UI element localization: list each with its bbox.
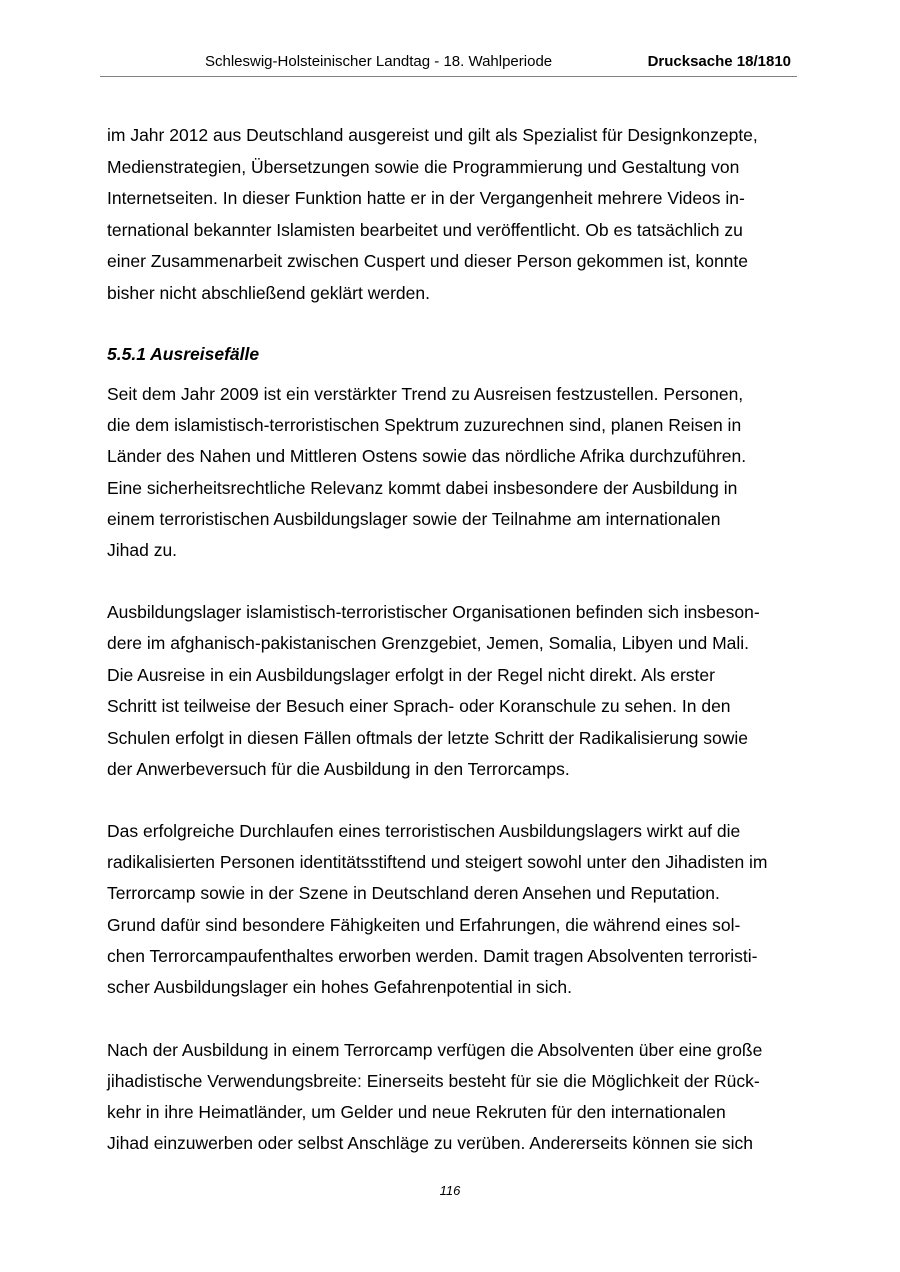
text-line: Terrorcamp sowie in der Szene in Deutschland deren Ansehen und Reputation.: [107, 883, 720, 903]
text-line: dere im afghanisch-pakistanischen Grenzgebiet, Jemen, Somalia, Libyen und Mali.: [107, 633, 750, 653]
text-line: Nach der Ausbildung in einem Terrorcamp verfügen die Absolventen über eine große: [107, 1040, 763, 1060]
section-heading: 5.5.1 Ausreisefälle: [107, 344, 260, 364]
text-line: bisher nicht abschließend geklärt werden.: [107, 283, 430, 303]
text-line: Die Ausreise in ein Ausbildungslager erfolgt in der Regel nicht direkt. Als erster: [107, 665, 715, 685]
text-line: einem terroristischen Ausbildungslager sowie der Teilnahme am internationalen: [107, 509, 721, 529]
text-line: im Jahr 2012 aus Deutschland ausgereist und gilt als Spezialist für Designkonzepte,: [107, 125, 758, 145]
page-number: 116: [439, 1183, 461, 1198]
text-line: Medienstrategien, Übersetzungen sowie die Programmierung und Gestaltung von: [107, 157, 740, 177]
text-line: Seit dem Jahr 2009 ist ein verstärkter Trend zu Ausreisen festzustellen. Personen,: [107, 384, 744, 404]
text-line: jihadistische Verwendungsbreite: Einerseits besteht für sie die Möglichkeit der Rück-: [107, 1071, 760, 1091]
text-line: radikalisierten Personen identitätsstiftend und steigert sowohl unter den Jihadisten im: [107, 852, 768, 872]
text-line: chen Terrorcampaufenthaltes erworben werden. Damit tragen Absolventen terroristi-: [107, 946, 758, 966]
text-line: Ausbildungslager islamistisch-terroristischer Organisationen befinden sich insbeson-: [107, 602, 760, 622]
text-line: die dem islamistisch-terroristischen Spektrum zuzurechnen sind, planen Reisen in: [107, 415, 742, 435]
text-line: Internetseiten. In dieser Funktion hatte er in der Vergangenheit mehrere Videos in-: [107, 188, 745, 208]
header-title: Schleswig-Holsteinischer Landtag - 18. Wahlperiode: [205, 53, 553, 70]
document-number: Drucksache 18/1810: [647, 53, 791, 70]
text-line: Länder des Nahen und Mittleren Ostens sowie das nördliche Afrika durchzuführen.: [107, 446, 747, 466]
text-line: Grund dafür sind besondere Fähigkeiten und Erfahrungen, die während eines sol-: [107, 915, 741, 935]
text-line: Jihad einzuwerben oder selbst Anschläge zu verüben. Andererseits können sie sich: [107, 1133, 753, 1153]
text-line: kehr in ihre Heimatländer, um Gelder und neue Rekruten für den internationalen: [107, 1102, 726, 1122]
text-line: Schritt ist teilweise der Besuch einer Sprach- oder Koranschule zu sehen. In den: [107, 696, 731, 716]
text-line: Schulen erfolgt in diesen Fällen oftmals der letzte Schritt der Radikalisierung sowie: [107, 728, 749, 748]
text-line: einer Zusammenarbeit zwischen Cuspert und dieser Person gekommen ist, konnte: [107, 251, 749, 271]
text-line: Eine sicherheitsrechtliche Relevanz kommt dabei insbesondere der Ausbildung in: [107, 478, 738, 498]
text-line: scher Ausbildungslager ein hohes Gefahrenpotential in sich.: [107, 977, 573, 997]
text-line: Das erfolgreiche Durchlaufen eines terroristischen Ausbildungslagers wirkt auf die: [107, 821, 741, 841]
text-line: der Anwerbeversuch für die Ausbildung in den Terrorcamps.: [107, 759, 570, 779]
text-line: ternational bekannter Islamisten bearbeitet und veröffentlicht. Ob es tatsächlich zu: [107, 220, 743, 240]
text-line: Jihad zu.: [107, 540, 178, 560]
page-header: [100, 50, 797, 77]
